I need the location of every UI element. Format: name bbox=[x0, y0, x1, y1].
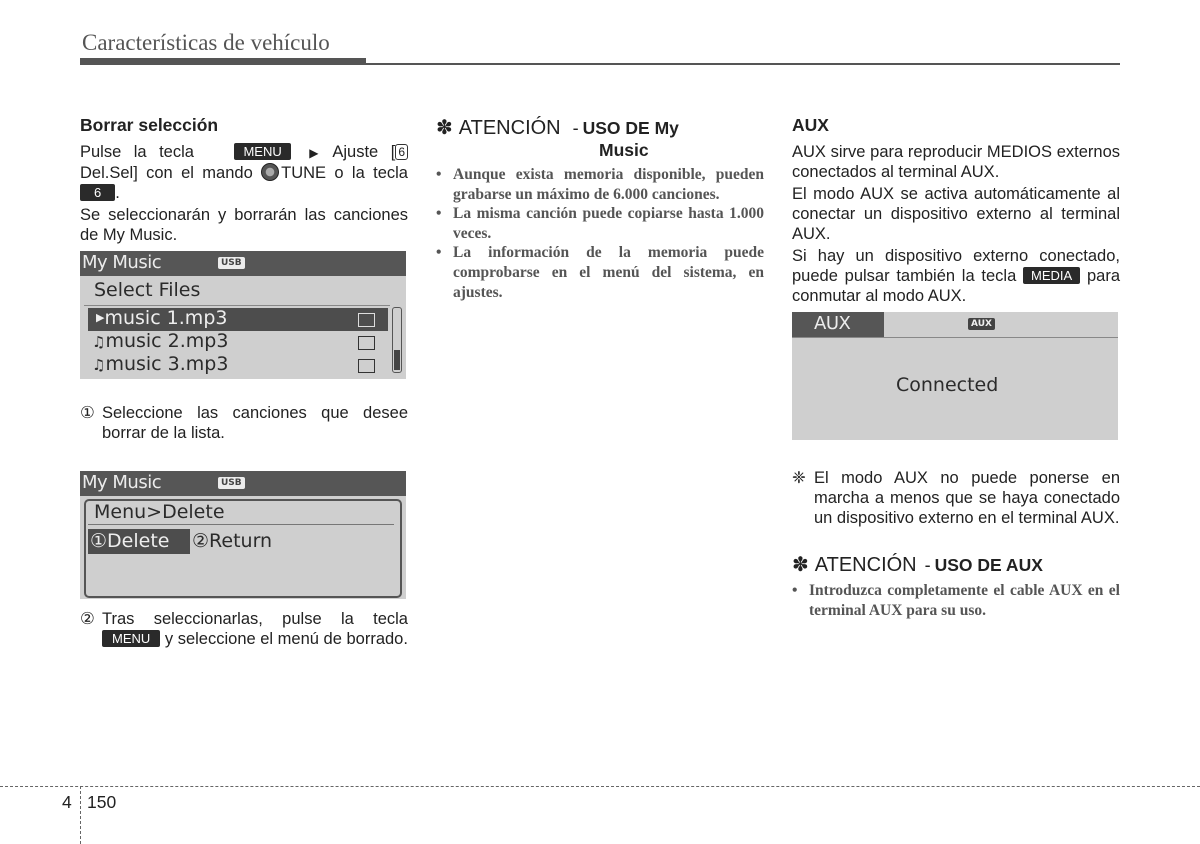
step-text bbox=[102, 609, 408, 649]
header-rule bbox=[366, 63, 1120, 65]
scrollbar-thumb[interactable] bbox=[394, 350, 400, 370]
column-atencion-my-music bbox=[436, 115, 764, 302]
column-aux bbox=[792, 115, 1120, 620]
music-note-icon: ♫ bbox=[92, 356, 106, 374]
attention-item: • Aunque exista memoria disponible, pueden grabarse un máximo de 6.000 canciones. bbox=[436, 165, 764, 204]
text-del-sel: Del.Sel] con el mando bbox=[80, 164, 253, 182]
attention-dash: - bbox=[924, 555, 931, 575]
attention-item: • La misma canción puede copiarse hasta 1.000 veces. bbox=[436, 204, 764, 243]
divider bbox=[792, 337, 1118, 338]
text-tune: TUNE o la tecla bbox=[281, 164, 408, 182]
screen-title: My Music bbox=[82, 472, 162, 493]
text-pulse-tecla: Pulse la tecla bbox=[80, 143, 194, 161]
delete-option[interactable]: ①Delete bbox=[90, 530, 170, 552]
screen-header bbox=[80, 251, 406, 276]
menu-path: Menu>Delete bbox=[94, 501, 225, 523]
checkbox-icon[interactable] bbox=[358, 313, 375, 327]
aux-note bbox=[792, 468, 1120, 528]
attention-dash: - bbox=[572, 118, 579, 138]
my-music-delete-screen bbox=[80, 471, 406, 599]
file-name: music 2.mp3 bbox=[105, 330, 229, 352]
aux-p3-text-a: Si hay un dispositivo externo conectado, puede pulsar también la tecla bbox=[792, 247, 1120, 285]
aux-connected-screen bbox=[792, 312, 1118, 440]
usb-badge: USB bbox=[218, 257, 245, 269]
aux-paragraph-3 bbox=[792, 246, 1120, 306]
file-name: music 3.mp3 bbox=[105, 353, 229, 375]
usb-badge: USB bbox=[218, 477, 245, 489]
footer-rule bbox=[0, 786, 1200, 787]
music-note-icon: ♫ bbox=[92, 333, 106, 351]
attention-subject: USO DE My bbox=[582, 118, 679, 138]
step-number: ② bbox=[80, 610, 95, 628]
divider bbox=[84, 305, 390, 306]
step-list-2 bbox=[80, 609, 408, 649]
footer-divider bbox=[80, 786, 81, 844]
file-row-1[interactable] bbox=[96, 307, 227, 329]
text-ajuste: Ajuste [ bbox=[332, 143, 396, 161]
scrollbar[interactable] bbox=[392, 307, 402, 373]
key-6-label: 6 bbox=[80, 184, 115, 201]
file-row-2[interactable] bbox=[92, 330, 228, 352]
step2-text-a: Tras seleccionarlas, pulse la tecla bbox=[102, 610, 408, 628]
attention-subject-cont: Music bbox=[599, 140, 649, 160]
screen-header bbox=[792, 312, 1118, 337]
attention-word: ATENCIÓN bbox=[814, 554, 917, 576]
aux-paragraph-2: El modo AUX se activa automáticamente al conectar un dispositivo externo al terminal AUX. bbox=[792, 185, 1120, 243]
attention-asterisk-icon: ✽ bbox=[436, 117, 453, 139]
attention-word: ATENCIÓN bbox=[458, 117, 561, 139]
attention-list bbox=[436, 165, 764, 302]
tune-knob-icon bbox=[261, 163, 279, 181]
screen-subtitle: Select Files bbox=[94, 279, 201, 301]
my-music-select-screen bbox=[80, 251, 406, 379]
column-borrar-seleccion bbox=[80, 115, 408, 649]
step-1 bbox=[80, 403, 408, 443]
header-bar bbox=[80, 58, 366, 65]
attention-title-aux bbox=[792, 552, 1120, 577]
attention-asterisk-icon: ✽ bbox=[792, 554, 809, 576]
instruction-paragraph bbox=[80, 142, 408, 203]
return-option[interactable]: ②Return bbox=[192, 530, 273, 552]
note-text: El modo AUX no puede ponerse en marcha a menos que se haya conectado un dispositivo externo en el terminal AUX. bbox=[814, 469, 1120, 527]
step-list bbox=[80, 403, 408, 443]
aux-p3-text-b: para conmutar al modo AUX. bbox=[792, 267, 1120, 305]
aux-badge: AUX bbox=[968, 318, 995, 330]
step2-text-b: y seleccione el menú de borrado. bbox=[164, 630, 408, 648]
page-header-title: Características de vehículo bbox=[82, 30, 330, 55]
section-heading-aux: AUX bbox=[792, 115, 829, 135]
step-2 bbox=[80, 609, 408, 649]
section-heading-borrar: Borrar selección bbox=[80, 115, 219, 135]
attention-item: • Introduzca completamente el cable AUX en el terminal AUX para su uso. bbox=[792, 581, 1120, 620]
header-gap bbox=[884, 312, 1118, 337]
attention-item: • La información de la memoria puede comprobarse en el menú del sistema, en ajustes. bbox=[436, 243, 764, 302]
play-arrow-icon: ▶ bbox=[96, 311, 105, 324]
attention-title bbox=[436, 115, 764, 140]
page-number: 150 bbox=[87, 792, 117, 812]
menu-key-label: MENU bbox=[102, 630, 160, 647]
digit-6-icon: 6 bbox=[395, 144, 408, 160]
note-symbol-icon: ❈ bbox=[792, 469, 806, 487]
attention-subject: USO DE AUX bbox=[934, 555, 1043, 575]
screen-title: My Music bbox=[82, 252, 162, 273]
aux-paragraph-1: AUX sirve para reproducir MEDIOS externos conectados al terminal AUX. bbox=[792, 143, 1120, 181]
screen-header bbox=[80, 471, 406, 496]
file-name: music 1.mp3 bbox=[104, 307, 228, 329]
divider bbox=[88, 524, 394, 525]
chapter-number: 4 bbox=[62, 792, 72, 812]
step-number: ① bbox=[80, 404, 95, 422]
arrow-right-icon: ▶ bbox=[309, 146, 327, 160]
checkbox-icon[interactable] bbox=[358, 336, 375, 350]
media-key-label: MEDIA bbox=[1023, 267, 1080, 284]
description-paragraph: Se seleccionarán y borrarán las canciones de My Music. bbox=[80, 206, 408, 244]
step-text: Seleccione las canciones que desee borrar de la lista. bbox=[102, 404, 408, 442]
connection-status: Connected bbox=[896, 374, 999, 396]
menu-key-label: MENU bbox=[234, 143, 290, 160]
screen-title: AUX bbox=[814, 313, 851, 334]
file-row-3[interactable] bbox=[92, 353, 228, 375]
checkbox-icon[interactable] bbox=[358, 359, 375, 373]
period: . bbox=[115, 184, 120, 202]
attention-list-aux bbox=[792, 581, 1120, 620]
